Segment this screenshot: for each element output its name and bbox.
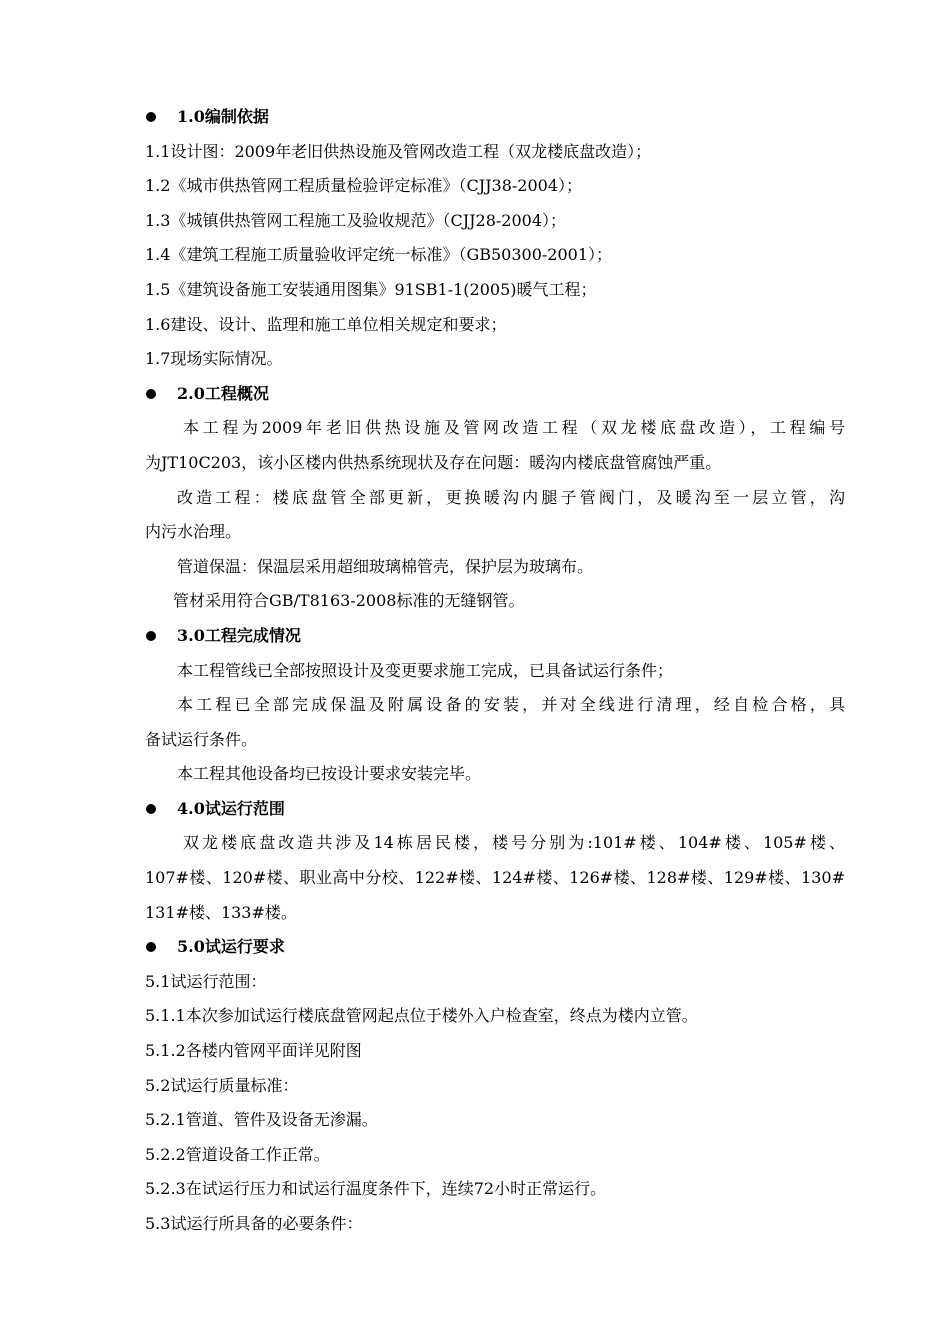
- section-heading-text: 3.0工程完成情况: [177, 625, 301, 645]
- section-heading-1: [145, 100, 845, 135]
- paragraph-line: 本工程已全部完成保温及附属设备的安装，并对全线进行清理，经自检合格，具: [177, 695, 845, 715]
- paragraph-line: 本工程其他设备均已按设计要求安装完毕。: [177, 764, 482, 784]
- paragraph-line: 为JT10C203，该小区楼内供热系统现状及存在问题：暖沟内楼底盘管腐蚀严重。: [145, 452, 722, 472]
- paragraph-line: 131#楼、133#楼。: [145, 902, 297, 922]
- section-heading-2: [145, 377, 845, 412]
- paragraph-line: 本工程管线已全部按照设计及变更要求施工完成，已具备试运行条件；: [177, 660, 674, 680]
- list-item: 5.1.2各楼内管网平面详见附图: [145, 1041, 362, 1061]
- list-item: 1.3《城镇供热管网工程施工及验收规范》（CJJ28-2004）；: [145, 210, 567, 230]
- list-item: 5.2.2管道设备工作正常。: [145, 1144, 330, 1164]
- list-item: 5.3试运行所具备的必要条件：: [145, 1214, 363, 1233]
- list-item: 5.1试运行范围：: [145, 971, 267, 991]
- paragraph-line: 本工程为2009年老旧供热设施及管网改造工程（双龙楼底盘改造），工程编号: [183, 418, 845, 438]
- paragraph-line: 107#楼、120#楼、职业高中分校、122#楼、124#楼、126#楼、128#楼、129#楼、130#: [145, 868, 845, 888]
- document-body: [145, 100, 845, 1242]
- bullet-icon: [146, 389, 156, 399]
- list-item: 5.2.1管道、管件及设备无渗漏。: [145, 1110, 378, 1130]
- bullet-icon: [146, 112, 156, 122]
- list-item: 1.1设计图：2009年老旧供热设施及管网改造工程（双龙楼底盘改造）；: [145, 141, 652, 161]
- list-item: 5.1.1本次参加试运行楼底盘管网起点位于楼外入户检查室，终点为楼内立管。: [145, 1006, 698, 1026]
- section-heading-5: [145, 930, 845, 965]
- bullet-icon: [146, 804, 156, 814]
- list-item: 1.4《建筑工程施工质量验收评定统一标准》（GB50300-2001）；: [145, 245, 613, 265]
- paragraph-line: 改造工程：楼底盘管全部更新，更换暖沟内腿子管阀门，及暖沟至一层立管，沟: [177, 487, 845, 507]
- bullet-icon: [146, 942, 156, 952]
- list-item: 1.6建设、设计、监理和施工单位相关规定和要求；: [145, 314, 507, 334]
- paragraph-line: 管材采用符合GB/T8163-2008标准的无缝钢管。: [173, 591, 525, 611]
- paragraph-line: 管道保温：保温层采用超细玻璃棉管壳，保护层为玻璃布。: [177, 556, 594, 576]
- section-heading-4: [145, 792, 845, 827]
- paragraph-line: 双龙楼底盘改造共涉及14栋居民楼，楼号分别为:101#楼、104#楼、105#楼、: [183, 833, 845, 853]
- section-heading-text: 1.0编制依据: [177, 107, 269, 126]
- bullet-icon: [146, 631, 156, 641]
- list-item: 1.2《城市供热管网工程质量检验评定标准》（CJJ38-2004）；: [145, 176, 583, 196]
- paragraph-line: 内污水治理。: [145, 522, 242, 542]
- list-item: 1.5《建筑设备施工安装通用图集》91SB1-1(2005)暖气工程；: [145, 279, 597, 299]
- section-heading-text: 5.0试运行要求: [177, 937, 285, 957]
- paragraph-line: 备试运行条件。: [145, 729, 258, 749]
- list-item: 5.2试运行质量标准：: [145, 1075, 299, 1095]
- list-item: 1.7现场实际情况。: [145, 349, 283, 369]
- section-heading-text: 4.0试运行范围: [177, 798, 285, 818]
- section-heading-3: [145, 619, 845, 654]
- list-item: 5.2.3在试运行压力和试运行温度条件下，连续72小时正常运行。: [145, 1179, 607, 1199]
- section-heading-text: 2.0工程概况: [177, 383, 269, 403]
